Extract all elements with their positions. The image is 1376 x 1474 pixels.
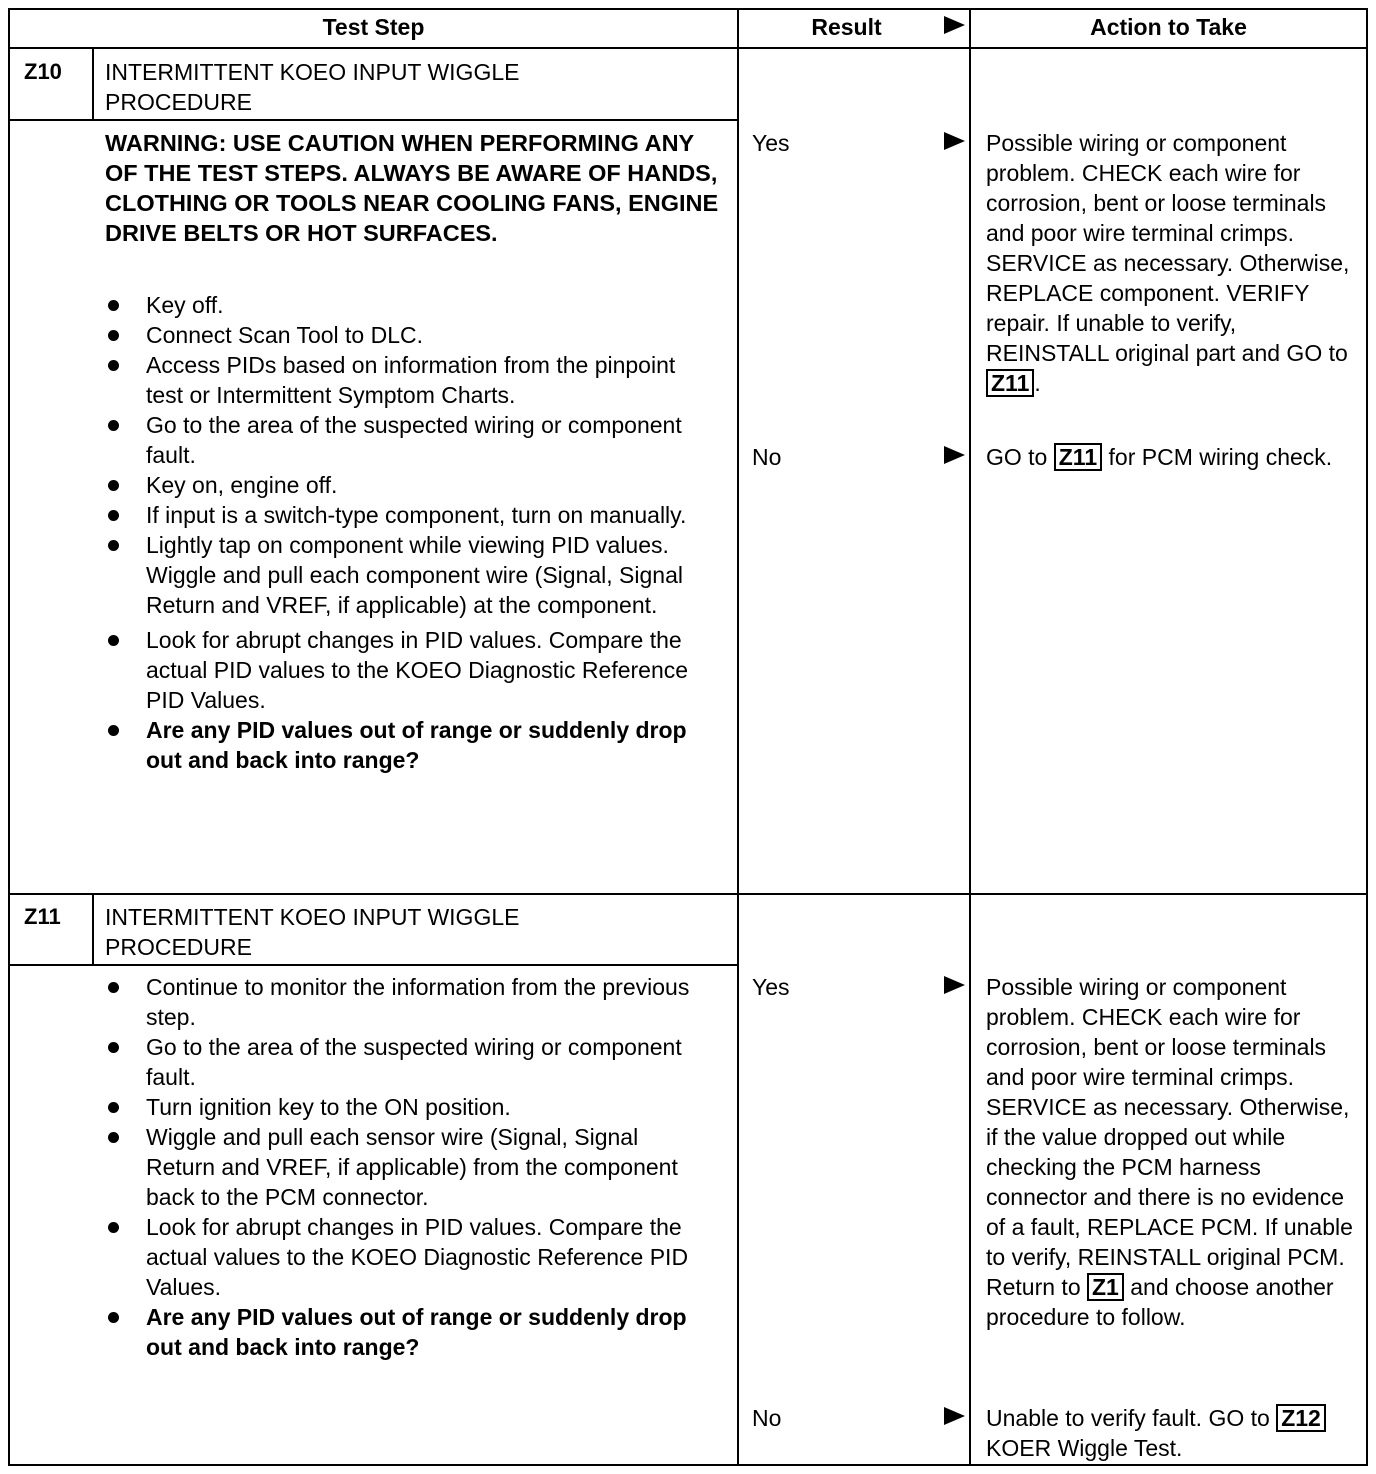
- z11-step-list: [105, 972, 705, 1362]
- header-bottom-border: [8, 47, 1368, 49]
- list-item: Lightly tap on component while viewing PID values. Wiggle and pull each component wire (Signal, Signal Return and VREF, if applicable) at the component.: [105, 530, 705, 620]
- z11-action-yes: [986, 972, 1358, 1332]
- z10-warning: WARNING: USE CAUTION WHEN PERFORMING ANY OF THE TEST STEPS. ALWAYS BE AWARE OF HANDS, CLOTHING OR TOOLS NEAR COOLING FANS, ENGINE DRIVE BELTS OR HOT SURFACES.: [105, 130, 719, 246]
- z10-no-step-ref[interactable]: Z11: [1054, 443, 1102, 471]
- z10-result-yes: Yes: [752, 130, 790, 156]
- z11-title-divider: [8, 964, 738, 966]
- z10-action-yes-text: Possible wiring or component problem. CHECK each wire for corrosion, bent or loose terminals and poor wire terminal crimps. SERVICE as necessary. Otherwise, REPLACE component. VERIFY repair. If unable to verify, REINSTALL original part and GO to: [986, 130, 1350, 366]
- z11-result-no: No: [752, 1405, 782, 1431]
- list-item: Access PIDs based on information from the pinpoint test or Intermittent Symptom Charts.: [105, 350, 705, 410]
- list-item: Turn ignition key to the ON position.: [105, 1092, 705, 1122]
- z10-action-yes: [986, 128, 1358, 398]
- list-item: Continue to monitor the information from the previous step.: [105, 972, 705, 1032]
- z11-no-arrow-icon: [944, 1407, 965, 1425]
- z10-id-divider: [92, 48, 94, 120]
- z10-no-arrow-icon: [944, 446, 965, 464]
- z10-action-no-before: GO to: [986, 444, 1048, 470]
- header-action: Action to Take: [1090, 14, 1247, 40]
- z10-yes-arrow-icon: [944, 132, 965, 150]
- z11-action-yes-after: and choose another procedure to follow.: [986, 1274, 1334, 1330]
- test-step-column-border: [737, 8, 739, 1466]
- table-left-border: [8, 8, 10, 1466]
- z10-action-no-after: for PCM wiring check.: [1108, 444, 1333, 470]
- list-item: Are any PID values out of range or suddenly drop out and back into range?: [105, 1302, 705, 1362]
- list-item: Connect Scan Tool to DLC.: [105, 320, 705, 350]
- header-arrow-icon: [944, 16, 965, 34]
- z10-action-yes-after: .: [1034, 370, 1041, 396]
- z11-action-no-after: KOER Wiggle Test.: [986, 1435, 1183, 1461]
- list-item: Are any PID values out of range or suddenly drop out and back into range?: [105, 715, 705, 775]
- list-item: Wiggle and pull each sensor wire (Signal, Signal Return and VREF, if applicable) from the component back to the PCM connector.: [105, 1122, 705, 1212]
- z11-result-yes: Yes: [752, 974, 790, 1000]
- table-right-border: [1366, 8, 1368, 1466]
- z11-title: [105, 902, 725, 962]
- list-item: Key on, engine off.: [105, 470, 705, 500]
- z10-step-id: Z10: [24, 59, 62, 84]
- z10-yes-step-ref[interactable]: Z11: [986, 369, 1034, 397]
- z10-action-no: [986, 442, 1358, 472]
- z11-yes-arrow-icon: [944, 976, 965, 994]
- list-item: Go to the area of the suspected wiring or component fault.: [105, 1032, 705, 1092]
- result-column-border: [969, 8, 971, 1466]
- header-result: Result: [811, 14, 882, 40]
- list-item: Key off.: [105, 290, 705, 320]
- list-item: Look for abrupt changes in PID values. Compare the actual PID values to the KOEO Diagnostic Reference PID Values.: [105, 625, 705, 715]
- z10-title-divider: [8, 119, 738, 121]
- z11-action-yes-text: Possible wiring or component problem. CHECK each wire for corrosion, bent or loose terminals and poor wire terminal crimps. SERVICE as necessary. Otherwise, if the value dropped out while checking the PCM harness connector and there is no evidence of a fault, REPLACE PCM. If unable to verify, REINSTALL original PCM. Return to: [986, 974, 1353, 1300]
- z11-action-no: [986, 1403, 1358, 1463]
- z10-title: [105, 57, 725, 117]
- row-divider: [8, 893, 1368, 895]
- z10-title-line2: PROCEDURE: [105, 89, 252, 115]
- z11-no-step-ref[interactable]: Z12: [1276, 1404, 1326, 1432]
- z11-title-line1: INTERMITTENT KOEO INPUT WIGGLE: [105, 904, 520, 930]
- list-item: If input is a switch-type component, turn on manually.: [105, 500, 705, 530]
- list-item: Look for abrupt changes in PID values. Compare the actual values to the KOEO Diagnostic Reference PID Values.: [105, 1212, 705, 1302]
- z11-step-id: Z11: [24, 904, 61, 929]
- header-test-step: Test Step: [322, 14, 425, 40]
- z10-step-list: [105, 290, 705, 775]
- z10-title-line1: INTERMITTENT KOEO INPUT WIGGLE: [105, 59, 520, 85]
- z11-id-divider: [92, 894, 94, 965]
- table-top-border: [8, 8, 1368, 10]
- z11-title-line2: PROCEDURE: [105, 934, 252, 960]
- z10-result-no: No: [752, 444, 782, 470]
- list-item: Go to the area of the suspected wiring or component fault.: [105, 410, 705, 470]
- z11-yes-step-ref[interactable]: Z1: [1087, 1273, 1124, 1301]
- z11-action-no-before: Unable to verify fault. GO to: [986, 1405, 1270, 1431]
- table-bottom-border: [8, 1464, 1368, 1466]
